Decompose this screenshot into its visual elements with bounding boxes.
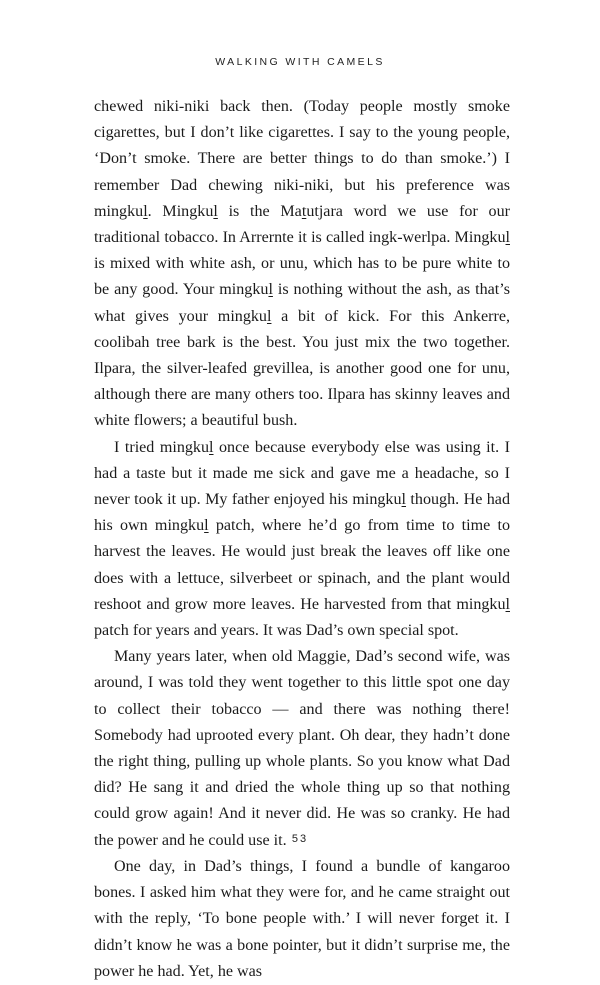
text-run: is nothing without the ash, as that’s what gives your mingku (94, 281, 510, 325)
text-run: is the Ma (217, 202, 302, 220)
paragraph (94, 94, 510, 435)
underlined-letter: l (213, 202, 218, 220)
paragraph (94, 644, 510, 854)
underlined-letter: l (505, 595, 510, 613)
text-run: chewed niki-niki back then. (Today people mostly smoke cigarettes, but I don’t like cigarettes. I say to the young people, ‘Don’t smoke. There are better things to do than smoke.’) I remember Dad chewing niki-niki, but his preference was mingku (94, 98, 510, 220)
running-head: WALKING WITH CAMELS (215, 56, 385, 68)
underlined-letter: l (266, 307, 272, 325)
text-run: though. He had his own mingku (94, 491, 510, 535)
paragraph (94, 854, 510, 985)
text-run: I tried mingku (114, 438, 210, 456)
text-run: utjara word we use for our traditional tobacco. In Arrernte it is called ingk-werlpa. Mingku (94, 202, 510, 247)
underlined-letter: l (209, 438, 214, 456)
text-run: One day, in Dad’s things, I found a bundle of kangaroo bones. I asked him what they were for, and he came straight out with the reply, ‘To bone people with.’ I will never forget it. I didn’t know he was a bone pointer, but it didn’t surprise me, the power he had. Yet, he was (94, 857, 510, 980)
text-run: once because everybody else was using it. I had a taste but it made me sick and gave me a headache, so I never took it up. My father enjoyed his mingku (94, 438, 510, 509)
text-run: Many years later, when old Maggie, Dad’s second wife, was around, I was told they went together to this little spot one day to collect their tobacco — and there was nothing there! Somebody had uprooted every plant. Oh dear, they hadn’t done the right thing, pulling up whole plants. So you know what Dad did? He sang it and dried the whole thing up so that nothing could grow again! And it never did. He was so cranky. He had the power and he could use it. (94, 648, 510, 849)
text-run: . Mingku (147, 202, 214, 220)
text-run: a bit of kick. For this Ankerre, coolibah tree bark is the best. You just mix the two together. Ilpara, the silver-leafed grevillea, is another good one for unu, although there are many others too. Ilpara has skinny leaves and white flowers; a beautiful bush. (94, 307, 510, 430)
paragraph (94, 435, 510, 645)
text-run: patch, where he’d go from time to time to harvest the leaves. He would just break the leaves off like one does with a lettuce, silverbeet or spinach, and the plant would reshoot and grow more leaves. He harvested from that mingku (94, 517, 510, 613)
text-run: is mixed with white ash, or unu, which has to be pure white to be any good. Your mingku (94, 255, 510, 299)
body-text (94, 94, 510, 985)
underlined-letter: l (204, 517, 209, 535)
underlined-letter: t (301, 202, 307, 220)
underlined-letter: l (401, 491, 407, 509)
underlined-letter: l (505, 229, 510, 247)
underlined-letter: l (268, 281, 273, 299)
underlined-letter: l (143, 202, 148, 220)
page-number: 53 (291, 833, 309, 845)
text-run: patch for years and years. It was Dad’s own special spot. (94, 622, 459, 640)
